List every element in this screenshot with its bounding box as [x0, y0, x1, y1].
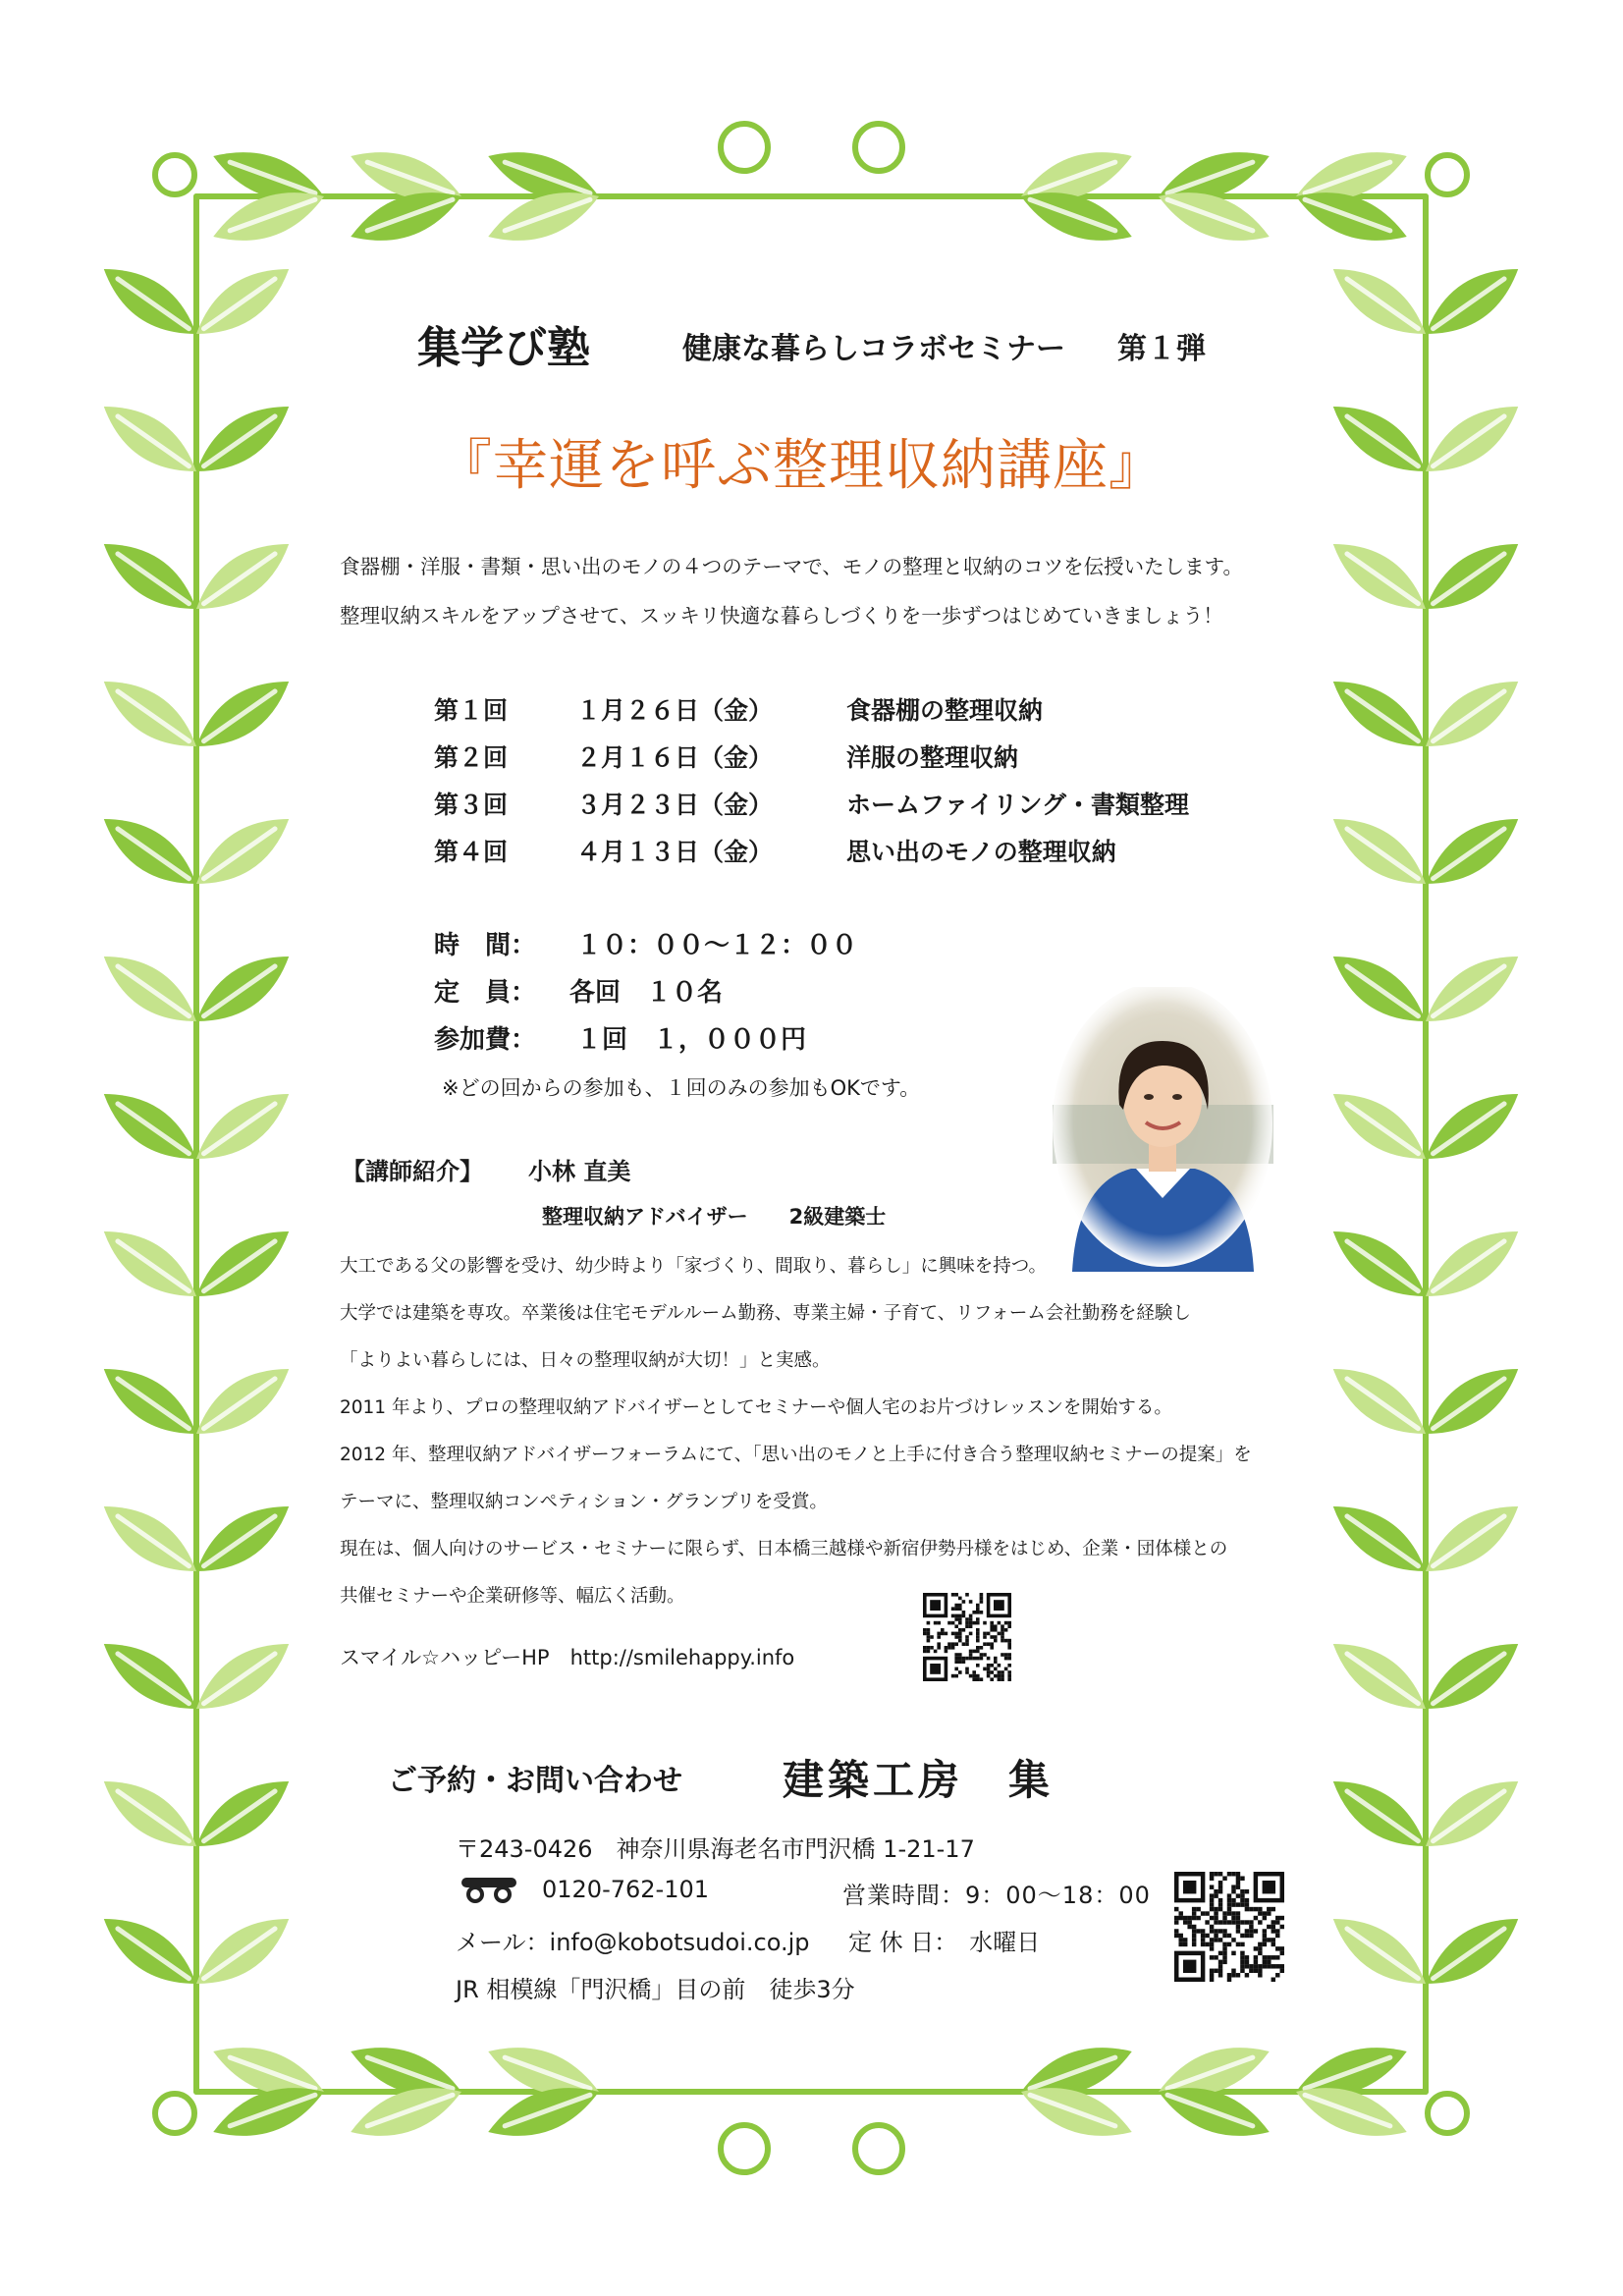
lecturer-photo: [1053, 987, 1273, 1272]
schedule-date: ４月１３日（金）: [576, 838, 774, 866]
leaf-icon: [1322, 1903, 1436, 2000]
leaf-icon: [1322, 1078, 1436, 1175]
email-address[interactable]: メール：info@kobotsudoi.co.jp: [456, 1929, 810, 1956]
organizer-name: 集学び塾: [417, 323, 590, 373]
leaf-icon: [1322, 1766, 1436, 1863]
leaf-icon: [92, 528, 207, 626]
leaf-icon: [92, 1491, 207, 1588]
leaf-icon: [1415, 1628, 1530, 1725]
schedule-round: 第１回: [434, 696, 509, 725]
vine-stem: [1428, 2094, 1467, 2133]
lecturer-heading: 【講師紹介】: [342, 1158, 483, 1185]
leaf-icon: [92, 1903, 207, 2000]
leaf-icon: [92, 1766, 207, 1863]
leaf-icon: [186, 1353, 300, 1450]
time-value: １０：００～１２：００: [576, 931, 858, 960]
leaf-icon: [1322, 1491, 1436, 1588]
leaf-icon: [92, 1078, 207, 1175]
schedule-round: 第２回: [434, 743, 509, 772]
fee-value: １回 １，０００円: [576, 1025, 807, 1055]
leaf-icon: [186, 1491, 300, 1588]
vine-stem: [855, 2125, 902, 2172]
leaf-icon: [1322, 253, 1436, 351]
bio-line: 大学では建築を専攻。卒業後は住宅モデルルーム勤務、専業主婦・子育て、リフォーム会社勤務を経験し: [340, 1303, 1191, 1324]
leaf-icon: [186, 528, 300, 626]
free-dial-icon: [460, 1876, 518, 1903]
fee-label: 参加費：: [434, 1025, 537, 1055]
vine-stem: [155, 2094, 194, 2133]
company-name: 建築工房 集: [783, 1756, 1055, 1804]
leaf-icon: [92, 1353, 207, 1450]
bio-line: 現在は、個人向けのサービス・セミナーに限らず、日本橋三越様や新宿伊勢丹様をはじめ、企業・団体様との: [340, 1539, 1228, 1559]
vine-stem: [1428, 155, 1467, 194]
capacity-value: 各回 １０名: [569, 978, 724, 1008]
contact-label: ご予約・お問い合わせ: [388, 1764, 682, 1798]
capacity-label: 定 員：: [434, 978, 537, 1008]
leaf-icon: [186, 1903, 300, 2000]
qr-code-homepage[interactable]: [923, 1593, 1011, 1681]
participation-note: ※どの回からの参加も、１回のみの参加もOKです。: [442, 1076, 921, 1100]
seminar-volume: 第１弾: [1117, 332, 1206, 366]
lecturer-name: 小林 直美: [528, 1158, 631, 1185]
leaf-icon: [1322, 1216, 1436, 1313]
qr-code-contact[interactable]: [1174, 1872, 1284, 1982]
vine-stem: [721, 2125, 768, 2172]
leaf-icon: [92, 941, 207, 1038]
page-title: 『幸運を呼ぶ整理収納講座』: [437, 434, 1164, 498]
schedule-date: １月２６日（金）: [576, 696, 774, 725]
leaf-icon: [1415, 941, 1530, 1038]
seminar-series: 健康な暮らしコラボセミナー: [682, 332, 1065, 366]
leaf-icon: [186, 666, 300, 763]
vine-stem: [855, 124, 902, 171]
leaf-icon: [1322, 528, 1436, 626]
intro-line: 食器棚・洋服・書類・思い出のモノの４つのテーマで、モノの整理と収納のコツを伝授いたします。: [340, 555, 1244, 578]
bio-line: 共催セミナーや企業研修等、幅広く活動。: [340, 1586, 685, 1607]
time-label: 時 間：: [434, 931, 537, 960]
regular-holiday: 定 休 日： 水曜日: [848, 1929, 1041, 1956]
schedule-topic: 食器棚の整理収納: [846, 696, 1044, 725]
bio-line: 2011 年より、プロの整理収納アドバイザーとしてセミナーや個人宅のお片づけレッスンを開始する。: [340, 1397, 1172, 1418]
bio-line: テーマに、整理収納コンペティション・グランプリを受賞。: [340, 1492, 828, 1512]
leaf-icon: [1322, 666, 1436, 763]
leaf-icon: [1322, 1628, 1436, 1725]
schedule-topic: ホームファイリング・書類整理: [846, 791, 1190, 819]
schedule-date: ２月１６日（金）: [576, 743, 774, 772]
leaf-icon: [1415, 1216, 1530, 1313]
leaf-icon: [1322, 1353, 1436, 1450]
leaf-icon: [1415, 803, 1530, 901]
phone-number[interactable]: 0120-762-101: [542, 1876, 710, 1903]
leaf-icon: [1415, 1353, 1530, 1450]
leaf-icon: [92, 391, 207, 488]
leaf-icon: [1415, 1078, 1530, 1175]
schedule-round: 第３回: [434, 791, 509, 819]
leaf-icon: [1415, 391, 1530, 488]
schedule-round: 第４回: [434, 838, 509, 866]
lecturer-titles: 整理収納アドバイザー 2級建築士: [542, 1205, 887, 1229]
leaf-icon: [92, 666, 207, 763]
leaf-icon: [1415, 666, 1530, 763]
leaf-icon: [92, 803, 207, 901]
leaf-icon: [1322, 941, 1436, 1038]
bio-line: 2012 年、整理収納アドバイザーフォーラムにて、「思い出のモノと上手に付き合う整理収納セミナーの提案」を: [340, 1445, 1252, 1465]
postal-address: 〒243-0426 神奈川県海老名市門沢橋 1-21-17: [456, 1835, 975, 1863]
business-hours: 営業時間：9：00～18：00: [842, 1882, 1151, 1909]
leaf-icon: [186, 1216, 300, 1313]
leaf-icon: [1415, 253, 1530, 351]
bio-line: 大工である父の影響を受け、幼少時より「家づくり、間取り、暮らし」に興味を持つ。: [340, 1256, 1048, 1277]
schedule-topic: 洋服の整理収納: [846, 743, 1019, 772]
schedule-date: ３月２３日（金）: [576, 791, 774, 819]
leaf-icon: [92, 1216, 207, 1313]
leaf-icon: [186, 803, 300, 901]
leaf-icon: [186, 1766, 300, 1863]
bio-line: 「よりよい暮らしには、日々の整理収納が大切！」と実感。: [340, 1350, 831, 1371]
leaf-icon: [1415, 528, 1530, 626]
intro-line: 整理収納スキルをアップさせて、スッキリ快適な暮らしづくりを一歩ずつはじめていきましょう！: [340, 604, 1223, 628]
leaf-icon: [186, 1078, 300, 1175]
schedule-topic: 思い出のモノの整理収納: [846, 838, 1116, 866]
leaf-icon: [1415, 1491, 1530, 1588]
leaf-icon: [92, 1628, 207, 1725]
leaf-icon: [1415, 1766, 1530, 1863]
leaf-icon: [186, 941, 300, 1038]
homepage-link[interactable]: スマイル☆ハッピーHP http://smilehappy.info: [340, 1646, 795, 1669]
vine-stem: [721, 124, 768, 171]
leaf-icon: [186, 391, 300, 488]
access-info: JR 相模線「門沢橋」目の前 徒歩3分: [456, 1976, 855, 2003]
leaf-icon: [186, 1628, 300, 1725]
leaf-icon: [1322, 391, 1436, 488]
leaf-icon: [92, 253, 207, 351]
leaf-icon: [1415, 1903, 1530, 2000]
leaf-icon: [186, 253, 300, 351]
leaf-icon: [1322, 803, 1436, 901]
vine-stem: [155, 155, 194, 194]
